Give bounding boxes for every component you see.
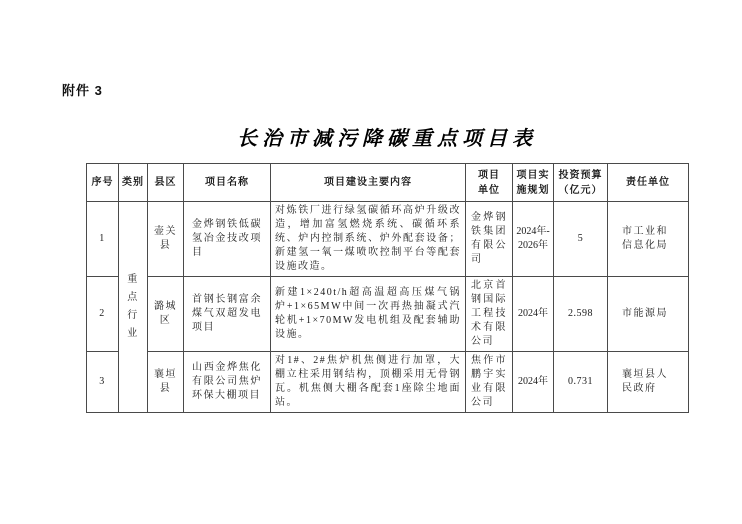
cell-county: 壶关县 bbox=[148, 202, 184, 277]
cell-project-name: 金烨钢铁低碳氢冶金技改项目 bbox=[184, 202, 271, 277]
table-row bbox=[87, 202, 689, 277]
cell-seq: 2 bbox=[87, 277, 119, 352]
header-content: 项目建设主要内容 bbox=[271, 164, 466, 202]
cell-schedule: 2024年 bbox=[513, 277, 554, 352]
header-county: 县区 bbox=[148, 164, 184, 202]
table-header-row bbox=[87, 164, 689, 202]
cell-project-name: 山西金烨焦化有限公司焦炉环保大棚项目 bbox=[184, 352, 271, 413]
cell-unit: 焦作市鹏宇实业有限公司 bbox=[466, 352, 513, 413]
table-row bbox=[87, 277, 689, 352]
cell-responsible: 市能源局 bbox=[608, 277, 689, 352]
attachment-label: 附件 3 bbox=[62, 83, 103, 98]
cell-content: 对1#、2#焦炉机焦侧进行加罩，大棚立柱采用钢结构，顶棚采用无骨钢瓦。机焦侧大棚各配套1座除尘地面站。 bbox=[271, 352, 466, 413]
cell-county: 襄垣县 bbox=[148, 352, 184, 413]
cell-project-name: 首钢长钢富余煤气双超发电项目 bbox=[184, 277, 271, 352]
cell-investment: 0.731 bbox=[554, 352, 608, 413]
project-table bbox=[86, 163, 689, 413]
header-responsible: 责任单位 bbox=[608, 164, 689, 202]
cell-county: 潞城区 bbox=[148, 277, 184, 352]
header-category: 类别 bbox=[119, 164, 148, 202]
cell-responsible: 襄垣县人民政府 bbox=[608, 352, 689, 413]
cell-schedule: 2024年 bbox=[513, 352, 554, 413]
cell-schedule: 2024年-2026年 bbox=[513, 202, 554, 277]
cell-seq: 1 bbox=[87, 202, 119, 277]
cell-content: 对炼铁厂进行绿氢碳循环高炉升级改造，增加富氢燃烧系统、碳循环系统、炉内控制系统、炉外配套设备；新建氢一氧一煤喷吹控制平台等配套设施改造。 bbox=[271, 202, 466, 277]
cell-unit: 北京首钢国际工程技术有限公司 bbox=[466, 277, 513, 352]
cell-content: 新建1×240t/h超高温超高压煤气锅炉+1×65MW中间一次再热抽凝式汽轮机+1×70MW发电机组及配套辅助设施。 bbox=[271, 277, 466, 352]
cell-seq: 3 bbox=[87, 352, 119, 413]
cell-investment: 2.598 bbox=[554, 277, 608, 352]
cell-unit: 金烨钢铁集团有限公司 bbox=[466, 202, 513, 277]
page-title: 长治市减污降碳重点项目表 bbox=[237, 128, 537, 150]
cell-responsible: 市工业和信息化局 bbox=[608, 202, 689, 277]
cell-investment: 5 bbox=[554, 202, 608, 277]
header-seq: 序号 bbox=[87, 164, 119, 202]
table-row bbox=[87, 352, 689, 413]
header-investment: 投资预算（亿元） bbox=[554, 164, 608, 202]
header-schedule: 项目实施规划 bbox=[513, 164, 554, 202]
header-unit: 项目单位 bbox=[466, 164, 513, 202]
cell-category-merged: 重点行业 bbox=[119, 202, 148, 413]
header-project-name: 项目名称 bbox=[184, 164, 271, 202]
